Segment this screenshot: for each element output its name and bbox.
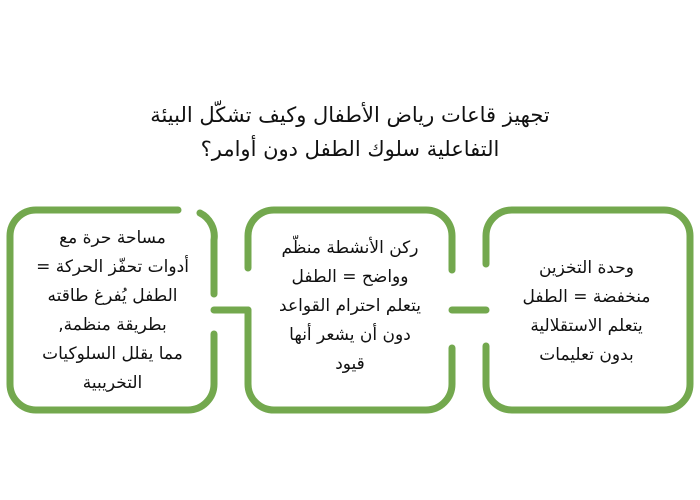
right-box-line: منخفضة = الطفل (522, 287, 651, 307)
middle-box-line: ركن الأنشطة منظّم (281, 238, 419, 258)
title-line-1: تجهيز قاعات رياض الأطفال وكيف تشكّل البيئة (150, 103, 550, 127)
left-box-line: مما يقلل السلوكيات (42, 344, 183, 364)
left-box-text (15, 224, 210, 398)
left-box-line: بطريقة منظمة, (58, 315, 167, 335)
left-box-line: الطفل يُفرغ طاقته (47, 286, 178, 306)
middle-box-line: يتعلم احترام القواعد (279, 296, 421, 316)
middle-box-line: وواضح = الطفل (291, 267, 409, 287)
right-box-line: وحدة التخزين (538, 258, 634, 278)
right-box-line: بدون تعليمات (539, 345, 634, 365)
title-line-2: التفاعلية سلوك الطفل دون أوامر؟ (200, 137, 500, 161)
right-box-text (488, 254, 685, 370)
right-box-line: يتعلم الاستقلالية (530, 316, 643, 336)
middle-box-line: دون أن يشعر أنها (289, 325, 411, 345)
left-box-line: التخريبية (82, 373, 143, 393)
middle-box-line: قيود (335, 354, 365, 374)
left-box-line: أدوات تحفّز الحركة = (36, 257, 189, 277)
middle-box-text (250, 234, 450, 379)
left-box-line: مساحة حرة مع (59, 228, 166, 248)
